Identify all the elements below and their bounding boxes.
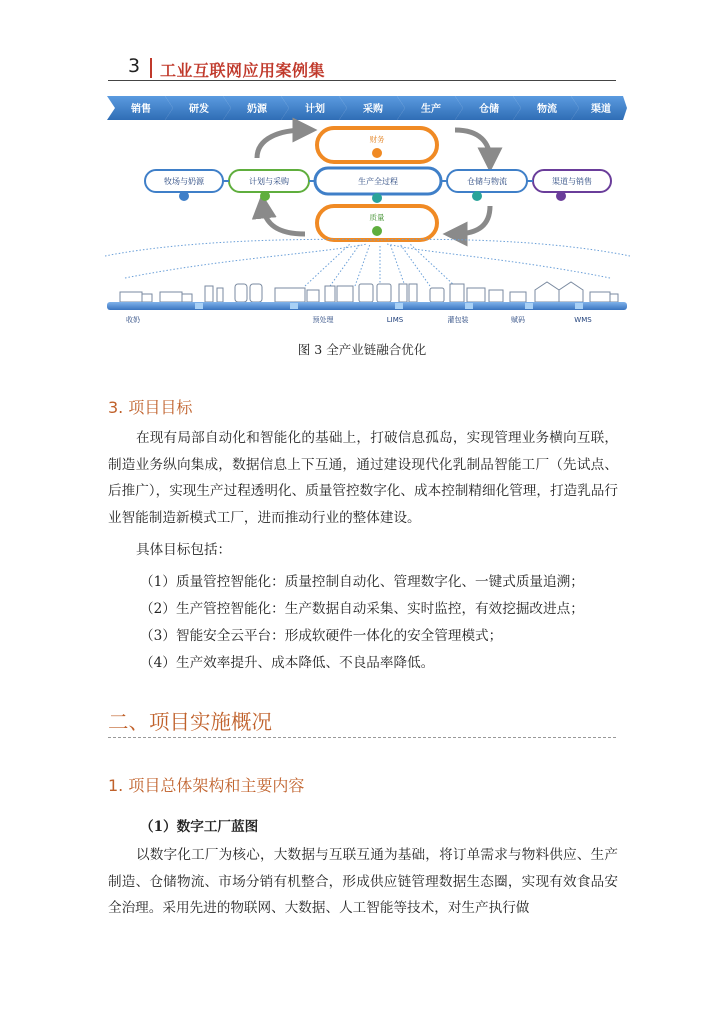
chapter-rule [108, 737, 616, 738]
goal-text-2: 生产管控智能化：生产数据自动采集、实时监控，有效挖掘改进点； [176, 601, 584, 617]
goals-paragraph: 在现有局部自动化和智能化的基础上，打破信息孤岛，实现管理业务横向互联，制造业务纵向集成，数据信息上下互通，通过建设现代化乳制品智能工厂（先试点、后推广），实现生产过程透明化、质量管控数字化、成本控制精细化管理，打造乳品行业智能制造新模式工厂，进而推动行业的整体建设。 [108, 430, 618, 526]
goal-num-3: （3） [140, 628, 176, 644]
bottom-label-5: 赋码 [511, 316, 525, 324]
chain-label-9: 渠道 [591, 104, 611, 115]
goal-num-1: （1） [140, 574, 176, 590]
chain-label-8: 物流 [537, 104, 557, 115]
bottom-label-3: LIMS [386, 316, 404, 324]
chain-label-6: 生产 [421, 104, 441, 115]
chain-label-5: 采购 [363, 104, 383, 115]
bottom-label-2: 预处理 [312, 316, 334, 324]
node-planning: 计划与采购 [249, 177, 289, 186]
chain-label-7: 仓储 [479, 104, 499, 115]
goal-num-4: （4） [140, 655, 176, 671]
industry-chain-figure [105, 88, 630, 328]
goal-text-1: 质量管控智能化：质量控制自动化、管理数字化、一键式质量追溯； [176, 574, 584, 590]
node-pasture-group [145, 170, 223, 201]
page-number: 3 [128, 55, 141, 77]
goals-intro: 具体目标包括： [136, 542, 232, 558]
bottom-label-6: WMS [574, 316, 592, 324]
node-warehouse-group [447, 170, 527, 201]
figure-caption: 图 3 全产业链融合优化 [297, 342, 427, 357]
bottom-label-1: 收奶 [126, 316, 140, 324]
node-warehouse: 仓储与物流 [467, 177, 507, 186]
goal-item-1 [140, 570, 584, 590]
node-channel: 渠道与销售 [552, 177, 592, 186]
goal-text-3: 智能安全云平台：形成软硬件一体化的安全管理模式； [176, 628, 503, 644]
node-pasture: 牧场与奶源 [164, 177, 204, 186]
goal-num-2: （2） [140, 601, 176, 617]
node-finance: 财务 [369, 135, 385, 144]
digital-factory-paragraph: 以数字化工厂为核心，大数据与互联互通为基础，将订单需求与物料供应、生产制造、仓储物流、市场分销有机整合，形成供应链管理数据生态圈，实现有效食品安全治理。采用先进的物联网、大数据、人工智能等技术，对生产执行做 [108, 847, 618, 916]
goal-text-4: 生产效率提升、成本降低、不良品率降低。 [176, 655, 435, 671]
goal-item-3 [140, 624, 502, 644]
chain-label-1: 销售 [131, 104, 151, 115]
node-quality: 质量 [369, 213, 385, 222]
bottom-label-4: 灌包装 [447, 316, 469, 324]
node-production-group [315, 168, 441, 203]
goal-item-4 [140, 651, 434, 671]
chain-label-3: 奶源 [247, 104, 267, 115]
goal-item-2 [140, 597, 584, 617]
header-rule [108, 80, 616, 81]
node-production: 生产全过程 [358, 177, 398, 186]
production-line-machines [120, 282, 618, 302]
chapter-title-implementation: 二、项目实施概况 [108, 710, 272, 734]
chain-label-4: 计划 [305, 104, 325, 115]
value-chain [107, 96, 627, 120]
header-title: 工业互联网应用案例集 [160, 61, 326, 80]
chain-label-2: 研发 [189, 104, 209, 115]
header-divider [150, 58, 152, 78]
section-title-architecture: 1. 项目总体架构和主要内容 [108, 776, 305, 795]
node-planning-group [229, 170, 309, 201]
node-channel-group [533, 170, 611, 201]
section-title-project-goals: 3. 项目目标 [108, 398, 193, 417]
subsection-title-digital-factory: （1）数字工厂蓝图 [140, 819, 259, 835]
